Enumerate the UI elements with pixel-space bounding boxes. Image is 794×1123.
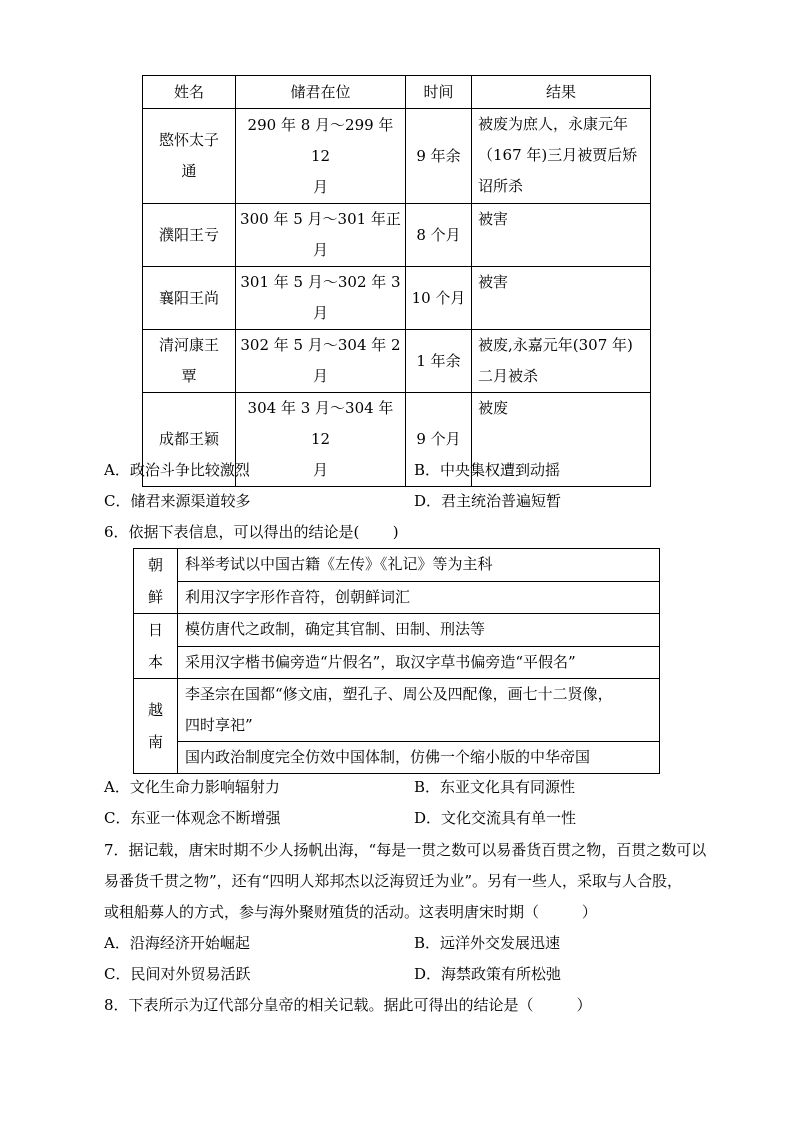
info-cell	[178, 679, 660, 742]
period-line: 月	[312, 461, 328, 479]
period-line: 290 年 8 月～299 年 12	[247, 115, 394, 165]
period-line: 月	[312, 304, 328, 322]
time-cell: 1 年余	[406, 330, 472, 393]
name-line: 愍怀太子	[158, 131, 219, 149]
country-char: 南	[147, 733, 163, 751]
result-cell: 被害	[472, 267, 651, 330]
name-cell: 襄阳王尚	[143, 267, 236, 330]
table-header-row	[143, 76, 651, 109]
q5-option-a[interactable]: A．政治斗争比较激烈	[104, 461, 250, 479]
period-line: 月	[312, 177, 328, 196]
table-row	[134, 646, 660, 679]
country-cell	[134, 679, 178, 774]
result-line: 诏所杀	[478, 177, 524, 195]
time-cell: 9 个月	[406, 393, 472, 487]
info-line: 四时享祀”	[185, 716, 253, 734]
table-row	[134, 614, 660, 647]
result-cell: 被废	[472, 393, 651, 487]
name-line: 通	[181, 162, 197, 180]
result-line: 二月被杀	[478, 367, 539, 385]
result-cell	[472, 330, 651, 393]
q6-option-c[interactable]: C．东亚一体观念不断增强	[104, 809, 281, 827]
table-row	[134, 549, 660, 582]
result-line: （167 年)三月被贾后矫	[478, 146, 638, 164]
info-cell: 采用汉字楷书偏旁造“片假名”，取汉字草书偏旁造“平假名”	[178, 646, 660, 679]
q5-option-b[interactable]: B．中央集权遭到动摇	[414, 461, 561, 479]
result-line: 被废为庶人，永康元年	[478, 115, 629, 133]
period-cell	[236, 330, 406, 393]
period-line: 月	[312, 241, 328, 259]
period-line: 301 年 5 月～302 年 3	[240, 273, 401, 291]
q7-stem-line: 7．据记载，唐宋时期不少人扬帆出海，“每是一贯之数可以易番货百贯之物，百贯之数可以	[104, 841, 707, 859]
country-cell	[134, 549, 178, 614]
time-cell: 8 个月	[406, 204, 472, 267]
period-cell	[236, 267, 406, 330]
q6-option-d[interactable]: D．文化交流具有单一性	[414, 809, 577, 827]
q6-option-a[interactable]: A．文化生命力影响辐射力	[104, 778, 280, 796]
info-cell: 科举考试以中国古籍《左传》《礼记》等为主科	[178, 549, 660, 582]
table-row	[143, 267, 651, 330]
info-cell: 国内政治制度完全仿效中国体制，仿佛一个缩小版的中华帝国	[178, 742, 660, 774]
header-cell: 储君在位	[236, 76, 406, 109]
country-char: 鲜	[147, 588, 163, 606]
name-cell: 濮阳王亏	[143, 204, 236, 267]
name-cell	[143, 109, 236, 204]
table-row	[134, 581, 660, 614]
period-line: 300 年 5 月～301 年正	[240, 210, 401, 228]
header-cell: 姓名	[143, 76, 236, 109]
table-row	[143, 204, 651, 267]
period-line: 304 年 3 月～304 年 12	[247, 399, 394, 448]
country-char: 本	[147, 653, 163, 671]
country-cell	[134, 614, 178, 679]
q7-option-d[interactable]: D．海禁政策有所松弛	[414, 965, 562, 983]
succession-table	[142, 75, 651, 487]
q7-option-c[interactable]: C．民间对外贸易活跃	[104, 965, 251, 983]
table-row	[134, 679, 660, 742]
result-line: 被废,永嘉元年(307 年)	[478, 336, 633, 354]
name-cell	[143, 330, 236, 393]
q7-option-a[interactable]: A．沿海经济开始崛起	[104, 934, 250, 952]
time-cell: 10 个月	[406, 267, 472, 330]
header-cell: 结果	[472, 76, 651, 109]
name-cell: 成都王颖	[143, 393, 236, 487]
east-asia-table	[133, 548, 660, 774]
q7-option-b[interactable]: B．远洋外交发展迅速	[414, 934, 561, 952]
period-cell	[236, 204, 406, 267]
q6-option-b[interactable]: B．东亚文化具有同源性	[414, 778, 576, 796]
period-cell	[236, 109, 406, 204]
name-line: 覃	[181, 367, 197, 385]
q5-option-c[interactable]: C．储君来源渠道较多	[104, 492, 251, 510]
q5-option-d[interactable]: D．君主统治普遍短暂	[414, 492, 562, 510]
country-char: 越	[147, 701, 163, 719]
country-char: 日	[147, 621, 163, 639]
info-line: 李圣宗在国都“修文庙，塑孔子、周公及四配像，画七十二贤像，	[185, 685, 613, 703]
info-cell: 模仿唐代之政制，确定其官制、田制、刑法等	[178, 614, 660, 647]
result-cell: 被害	[472, 204, 651, 267]
name-line: 清河康王	[158, 336, 219, 354]
country-char: 朝	[147, 556, 163, 574]
info-cell: 利用汉字字形作音符，创朝鲜词汇	[178, 581, 660, 614]
q7-stem-line: 易番货千贯之物”，还有“四明人郑邦杰以泛海贸迁为业”。另有一些人，采取与人合股，	[104, 872, 683, 890]
time-cell: 9 年余	[406, 109, 472, 204]
q8-stem: 8．下表所示为辽代部分皇帝的相关记载。据此可得出的结论是（ ）	[104, 996, 592, 1014]
table-row	[143, 330, 651, 393]
q6-stem: 6．依据下表信息，可以得出的结论是( )	[104, 523, 399, 541]
period-cell	[236, 393, 406, 487]
q7-stem-line: 或租船募人的方式，参与海外聚财殖货的活动。这表明唐宋时期（ ）	[104, 903, 597, 921]
result-cell	[472, 109, 651, 204]
table-row	[143, 109, 651, 204]
table-row	[134, 742, 660, 774]
period-line: 302 年 5 月～304 年 2	[240, 336, 401, 354]
period-line: 月	[312, 367, 328, 385]
header-cell: 时间	[406, 76, 472, 109]
